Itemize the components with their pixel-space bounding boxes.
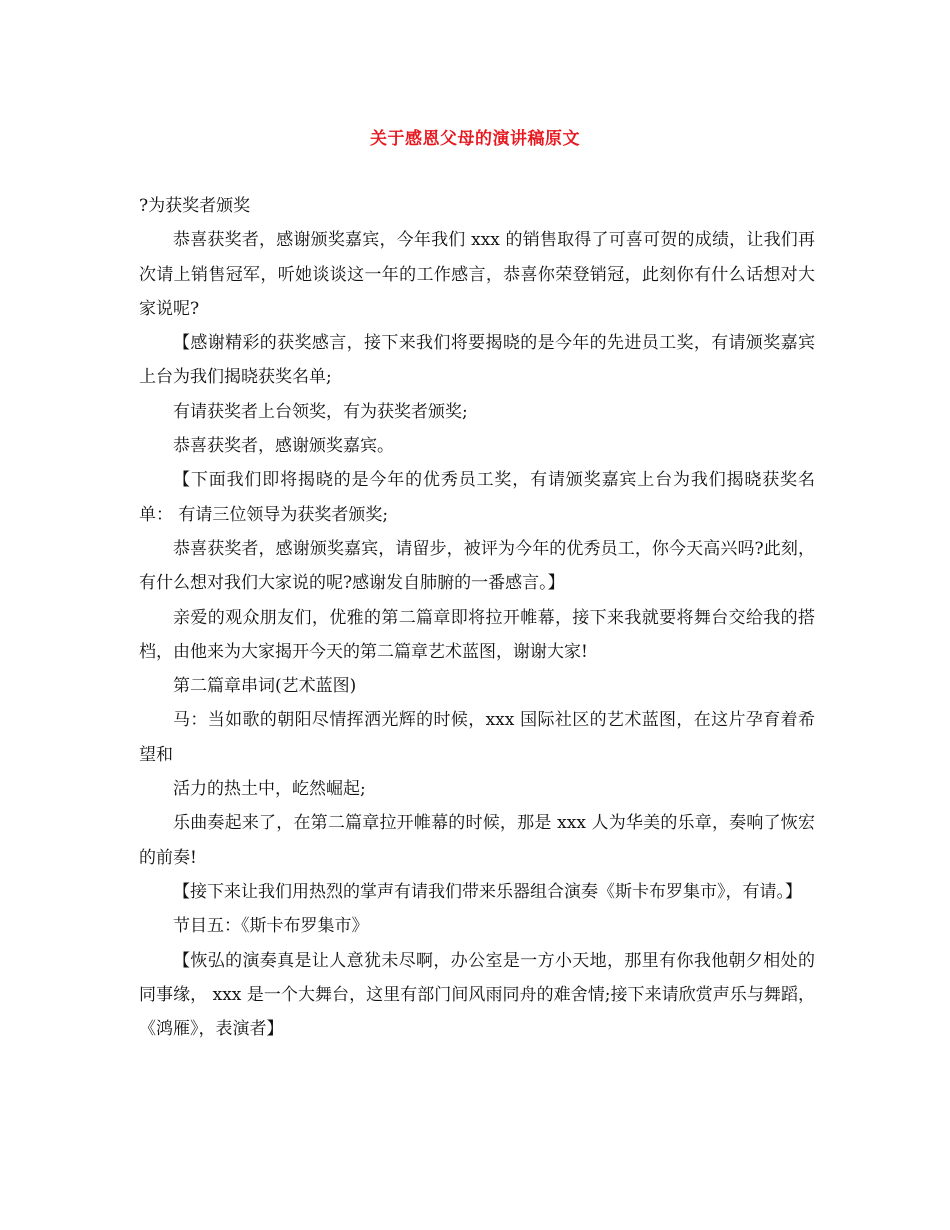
paragraph: 【下面我们即将揭晓的是今年的优秀员工奖，有请颁奖嘉宾上台为我们揭晓获奖名单： 有请三位领导为获奖者颁奖; (139, 470, 815, 525)
paragraph: ?为获奖者颁奖 (139, 196, 251, 216)
paragraph: 【恢弘的演奏真是让人意犹未尽啊，办公室是一方小天地，那里有你我他朝夕相处的同事缘， xxx 是一个大舞台，这里有部门间风雨同舟的难舍情;接下来请欣赏声乐与舞蹈，《鸿雁》，表演者】 (139, 950, 815, 1040)
paragraph: 【接下来让我们用热烈的掌声有请我们带来乐器组合演奏《斯卡布罗集市》，有请。】 (173, 881, 802, 902)
paragraph: 恭喜获奖者，感谢颁奖嘉宾，今年我们 xxx 的销售取得了可喜可贺的成绩，让我们再次请上销售冠军，听她谈谈这一年的工作感言，恭喜你荣登销冠，此刻你有什么话想对大家说呢? (139, 230, 815, 319)
document-body (139, 189, 815, 1046)
paragraph: 恭喜获奖者，感谢颁奖嘉宾。 (173, 436, 394, 457)
paragraph: 有请获奖者上台领奖，有为获奖者颁奖; (173, 401, 468, 422)
paragraph: 节目五：《斯卡布罗集市》 (173, 916, 369, 937)
paragraph: 活力的热土中，屹然崛起; (173, 779, 366, 800)
paragraph: 乐曲奏起来了，在第二篇章拉开帷幕的时候，那是 xxx 人为华美的乐章，奏响了恢宏的前奏! (139, 813, 815, 868)
paragraph: 马：当如歌的朝阳尽情挥洒光辉的时候，xxx 国际社区的艺术蓝图，在这片孕育着希望和 (139, 710, 815, 765)
paragraph: 恭喜获奖者，感谢颁奖嘉宾，请留步，被评为今年的优秀员工，你今天高兴吗?此刻，有什么想对我们大家说的呢?感谢发自肺腑的一番感言。】 (139, 538, 815, 594)
paragraph: 第二篇章串词(艺术蓝图) (173, 676, 357, 697)
paragraph: 【感谢精彩的获奖感言，接下来我们将要揭晓的是今年的先进员工奖，有请颁奖嘉宾上台为我们揭晓获奖名单; (139, 333, 815, 388)
document-title: 关于感恩父母的演讲稿原文 (370, 129, 580, 149)
paragraph: 亲爱的观众朋友们，优雅的第二篇章即将拉开帷幕，接下来我就要将舞台交给我的搭档，由他来为大家揭开今天的第二篇章艺术蓝图，谢谢大家! (139, 607, 815, 662)
